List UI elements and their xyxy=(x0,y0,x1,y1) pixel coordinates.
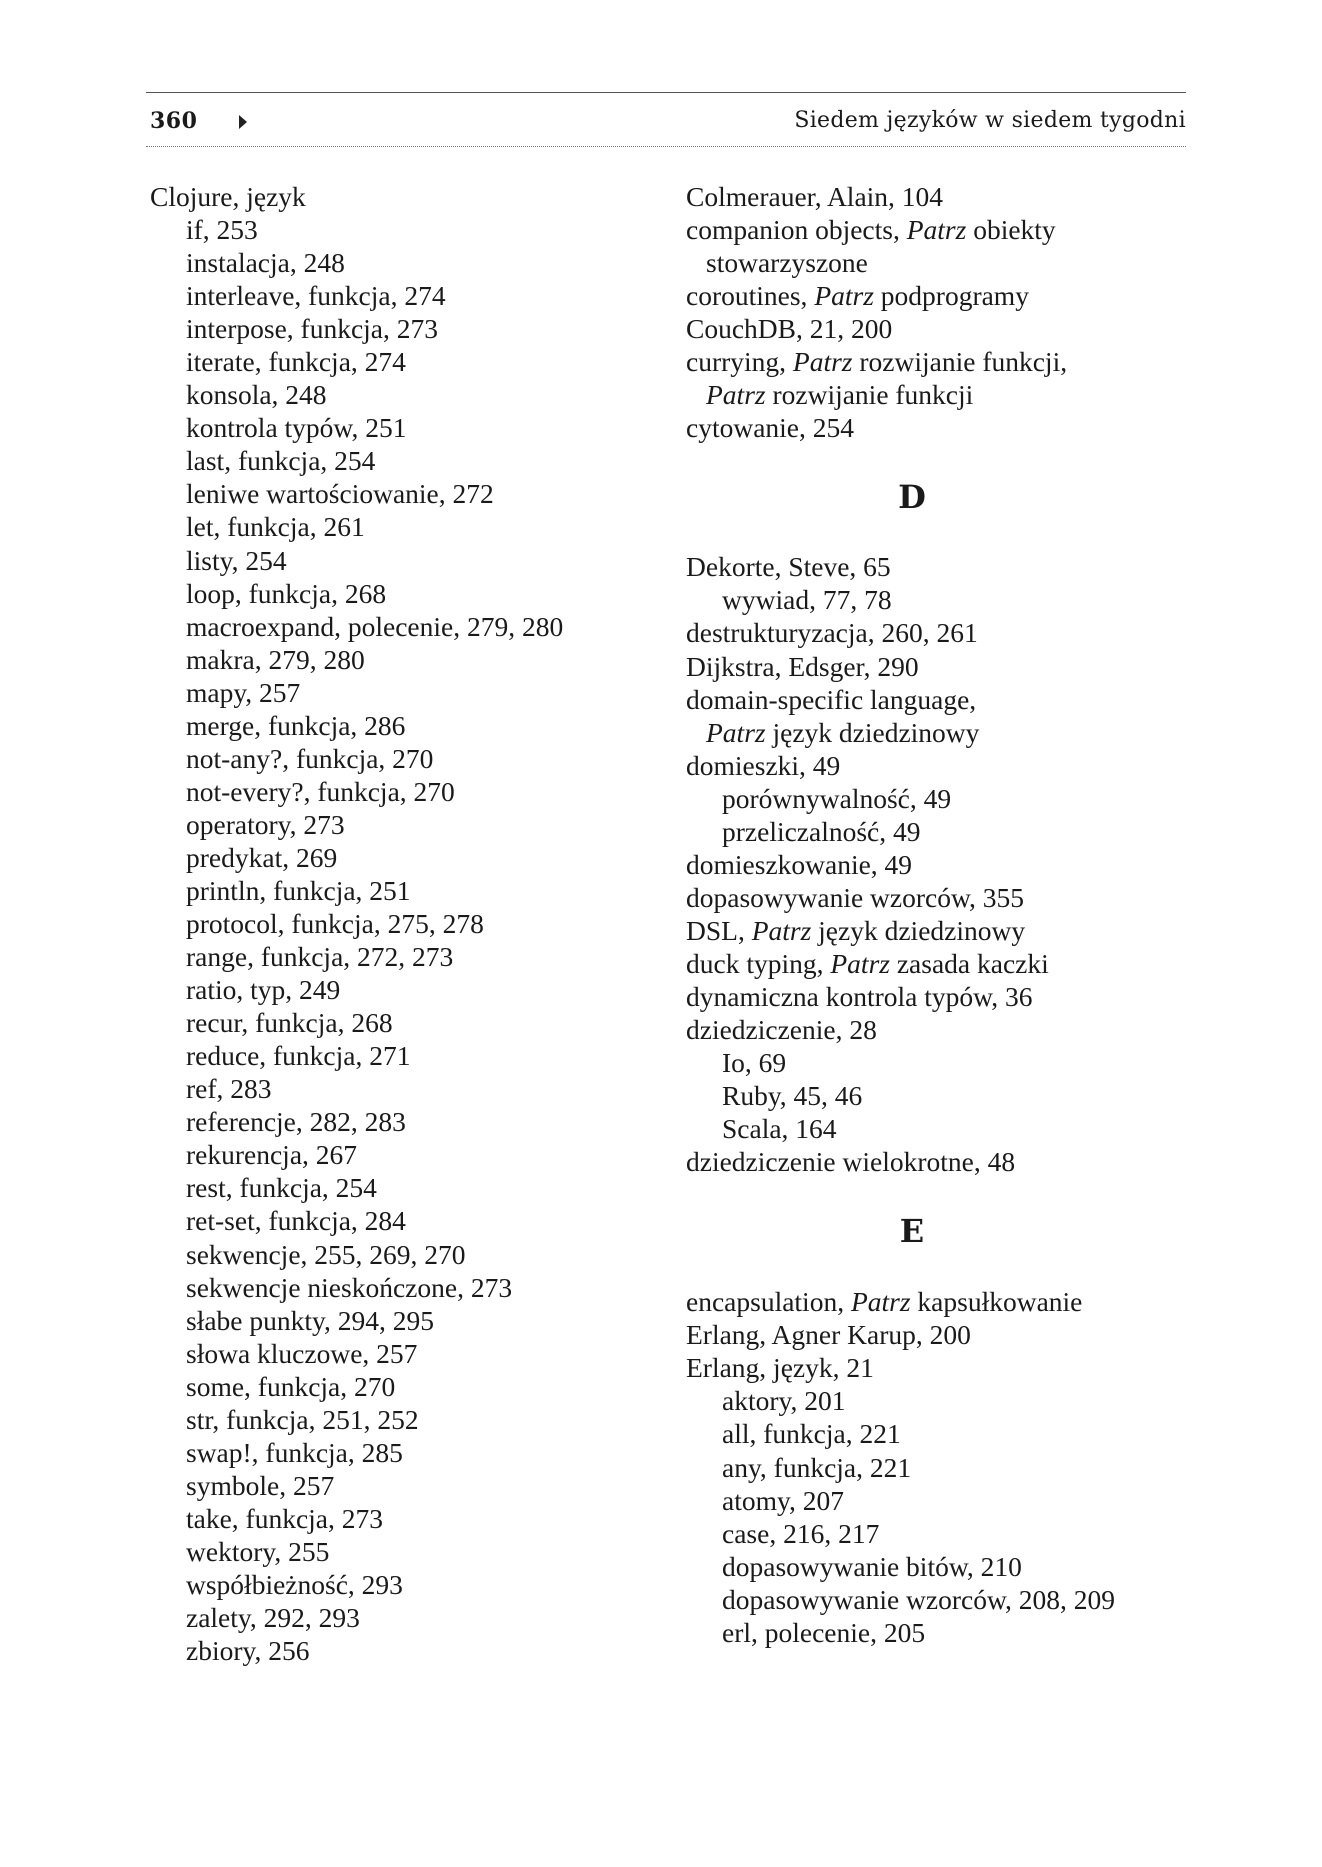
index-subentry: rekurencja, 267 xyxy=(186,1139,358,1171)
index-subentry: sekwencje, 255, 269, 270 xyxy=(186,1238,466,1270)
see-reference: Patrz xyxy=(830,947,890,979)
index-subentry: słowa kluczowe, 257 xyxy=(186,1337,418,1369)
index-subentry: if, 253 xyxy=(186,214,258,246)
index-subentry: swap!, funkcja, 285 xyxy=(186,1436,403,1468)
entry-text: zasada kaczki xyxy=(889,947,1049,979)
index-subentry: take, funkcja, 273 xyxy=(186,1502,384,1534)
index-subentry: merge, funkcja, 286 xyxy=(186,709,406,741)
index-subentry: all, funkcja, 221 xyxy=(722,1418,901,1450)
entry-text: DSL, xyxy=(686,914,752,946)
index-subentry: Scala, 164 xyxy=(722,1113,837,1145)
index-subentry: ref, 283 xyxy=(186,1073,272,1105)
entry-text: rozwijanie funkcji xyxy=(765,379,974,411)
section-letter: E xyxy=(899,1212,925,1251)
index-subentry: erl, polecenie, 205 xyxy=(722,1616,926,1648)
entry-text: podprogramy xyxy=(873,280,1029,312)
see-reference: Patrz xyxy=(706,716,766,748)
index-entry: cytowanie, 254 xyxy=(686,412,855,444)
index-entry: dopasowywanie wzorców, 355 xyxy=(686,881,1025,913)
index-entry: Dijkstra, Edsger, 290 xyxy=(686,650,919,682)
index-subentry: kontrola typów, 251 xyxy=(186,412,407,444)
index-subentry: ratio, typ, 249 xyxy=(186,974,341,1006)
index-subentry: dopasowywanie wzorców, 208, 209 xyxy=(722,1583,1116,1615)
index-subentry: iterate, funkcja, 274 xyxy=(186,346,406,378)
index-subentry: rest, funkcja, 254 xyxy=(186,1172,377,1204)
index-entry xyxy=(686,914,1138,947)
index-entry: Clojure, język xyxy=(150,181,306,212)
see-reference: Patrz xyxy=(706,379,766,411)
index-subentry: Io, 69 xyxy=(722,1047,787,1079)
index-subentry: sekwencje nieskończone, 273 xyxy=(186,1271,513,1303)
index-subentry: konsola, 248 xyxy=(186,379,327,411)
index-entry-continuation: stowarzyszone xyxy=(706,247,868,279)
entry-text: companion objects, xyxy=(686,214,907,246)
see-reference: Patrz xyxy=(792,346,853,378)
index-subentry: some, funkcja, 270 xyxy=(186,1370,396,1402)
entry-text: duck typing, xyxy=(686,947,831,979)
index-subentry: symbole, 257 xyxy=(186,1469,335,1501)
index-subentry: wektory, 255 xyxy=(186,1535,330,1567)
index-subentry: aktory, 201 xyxy=(722,1385,846,1417)
entry-text: język dziedzinowy xyxy=(765,716,980,748)
index-subentry: wywiad, 77, 78 xyxy=(722,584,892,616)
index-subentry: interpose, funkcja, 273 xyxy=(186,313,439,345)
index-entry xyxy=(686,279,1138,312)
index-subentry: przeliczalność, 49 xyxy=(722,815,921,847)
index-entry xyxy=(686,345,1138,378)
index-subentry: słabe punkty, 294, 295 xyxy=(186,1304,434,1336)
index-subentry: str, funkcja, 251, 252 xyxy=(186,1403,419,1435)
index-subentry: Ruby, 45, 46 xyxy=(722,1080,863,1112)
index-entry: Colmerauer, Alain, 104 xyxy=(686,181,944,212)
index-subentry: leniwe wartościowanie, 272 xyxy=(186,478,494,510)
triangle-right-icon xyxy=(239,115,247,129)
index-subentry: porównywalność, 49 xyxy=(722,782,952,814)
index-subentry: listy, 254 xyxy=(186,544,287,576)
index-entry: domain-specific language, xyxy=(686,683,977,715)
index-entry: dynamiczna kontrola typów, 36 xyxy=(686,980,1033,1012)
index-subentry: współbieżność, 293 xyxy=(186,1568,403,1600)
index-subentry: loop, funkcja, 268 xyxy=(186,577,387,609)
entry-text: obiekty xyxy=(966,214,1056,246)
index-entry: Erlang, język, 21 xyxy=(686,1352,874,1384)
index-entry xyxy=(686,213,1138,246)
index-subentry: referencje, 282, 283 xyxy=(186,1106,406,1138)
index-subentry: protocol, funkcja, 275, 278 xyxy=(186,908,484,940)
page-number: 360 xyxy=(150,108,198,134)
index-subentry: last, funkcja, 254 xyxy=(186,445,376,477)
index-entry: dziedziczenie, 28 xyxy=(686,1014,877,1046)
index-subentry: makra, 279, 280 xyxy=(186,643,365,675)
index-subentry: zbiory, 256 xyxy=(186,1635,310,1667)
index-subentry: any, funkcja, 221 xyxy=(722,1451,912,1483)
running-header xyxy=(146,106,1186,140)
see-reference: Patrz xyxy=(814,280,874,312)
index-subentry: recur, funkcja, 268 xyxy=(186,1007,393,1039)
index-subentry: zalety, 292, 293 xyxy=(186,1602,360,1634)
entry-text: encapsulation, xyxy=(686,1286,851,1318)
index-entry: CouchDB, 21, 200 xyxy=(686,313,893,345)
entry-text: kapsułkowanie xyxy=(910,1286,1083,1318)
see-reference: Patrz xyxy=(751,914,812,946)
index-entry: dziedziczenie wielokrotne, 48 xyxy=(686,1146,1016,1178)
entry-text: rozwijanie funkcji, xyxy=(852,346,1068,378)
index-entry: Dekorte, Steve, 65 xyxy=(686,551,891,583)
index-entry xyxy=(686,1285,1138,1318)
index-entry xyxy=(686,947,1138,980)
index-subentry: interleave, funkcja, 274 xyxy=(186,280,446,312)
entry-text: język dziedzinowy xyxy=(811,914,1026,946)
see-reference: Patrz xyxy=(906,214,967,246)
index-subentry: operatory, 273 xyxy=(186,808,345,840)
index-subentry: let, funkcja, 261 xyxy=(186,511,365,543)
index-subentry: dopasowywanie bitów, 210 xyxy=(722,1550,1022,1582)
index-subentry: mapy, 257 xyxy=(186,676,301,708)
index-subentry: instalacja, 248 xyxy=(186,247,345,279)
index-subentry: macroexpand, polecenie, 279, 280 xyxy=(186,610,564,642)
index-entry-continuation xyxy=(686,716,1138,749)
book-title: Siedem języków w siedem tygodni xyxy=(794,108,1186,133)
index-subentry: not-any?, funkcja, 270 xyxy=(186,742,434,774)
index-subentry: range, funkcja, 272, 273 xyxy=(186,941,454,973)
index-subentry: reduce, funkcja, 271 xyxy=(186,1040,411,1072)
index-subentry: ret-set, funkcja, 284 xyxy=(186,1205,406,1237)
index-entry: domieszkowanie, 49 xyxy=(686,848,913,880)
index-column-left xyxy=(150,180,563,1667)
index-entry-continuation xyxy=(686,378,1138,411)
index-subentry: not-every?, funkcja, 270 xyxy=(186,775,455,807)
header-top-rule xyxy=(146,92,1186,93)
index-entry: Erlang, Agner Karup, 200 xyxy=(686,1319,971,1351)
index-subentry: predykat, 269 xyxy=(186,841,338,873)
index-subentry: case, 216, 217 xyxy=(722,1517,880,1549)
index-column-right xyxy=(686,180,1138,1649)
index-entry: destrukturyzacja, 260, 261 xyxy=(686,617,978,649)
see-reference: Patrz xyxy=(850,1286,911,1318)
index-entry: domieszki, 49 xyxy=(686,749,841,781)
entry-text: coroutines, xyxy=(686,280,815,312)
header-dotted-rule xyxy=(146,146,1186,147)
section-letter: D xyxy=(898,478,926,517)
entry-text: currying, xyxy=(686,346,793,378)
index-subentry: println, funkcja, 251 xyxy=(186,874,411,906)
index-subentry: atomy, 207 xyxy=(722,1484,844,1516)
